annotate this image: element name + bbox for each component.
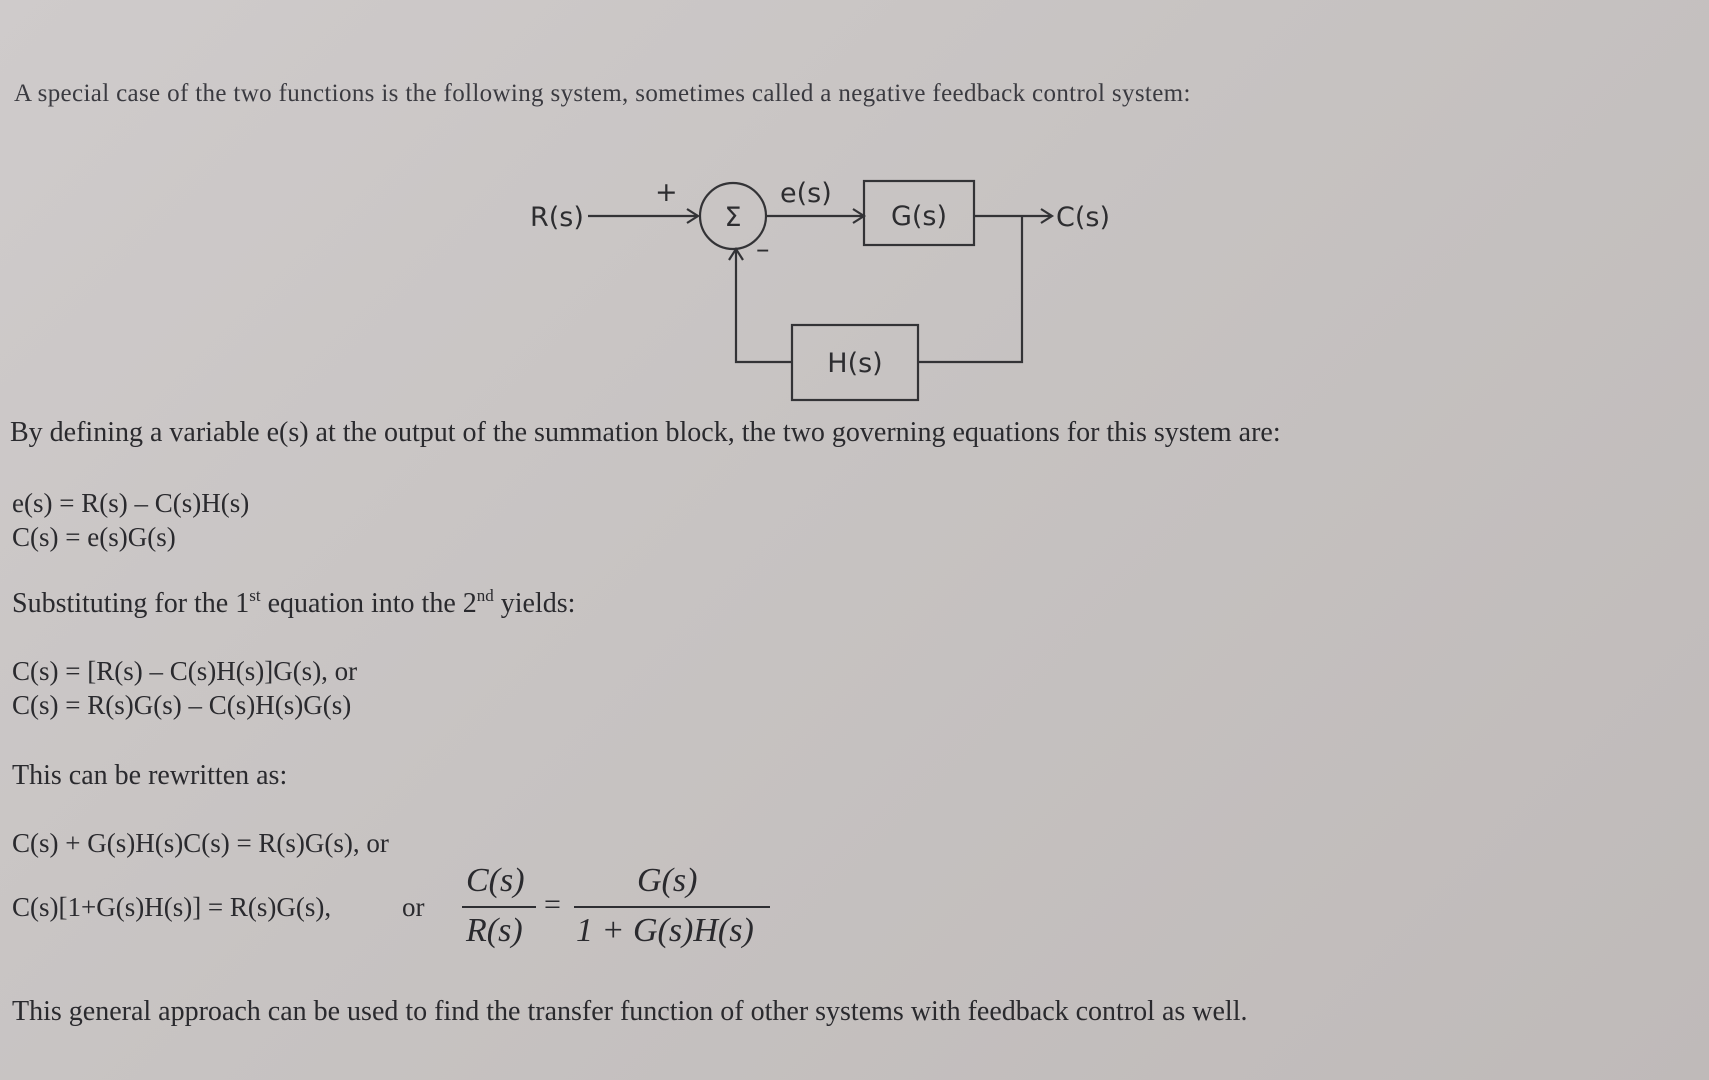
- rewritten-or-connector: or: [402, 892, 425, 922]
- forward-block-label: G(s): [890, 201, 948, 232]
- rhs-fraction-bar: [574, 906, 770, 908]
- substituted-equation-2: C(s) = R(s)G(s) – C(s)H(s)G(s): [12, 690, 352, 720]
- substituted-equation-1: C(s) = [R(s) – C(s)H(s)]G(s), or: [12, 656, 358, 686]
- substitution-text-part2: equation into the 2: [260, 588, 477, 619]
- substitution-paragraph: [12, 588, 575, 620]
- input-label: R(s): [530, 202, 584, 233]
- lhs-denominator: R(s): [466, 912, 523, 949]
- defining-paragraph: By defining a variable e(s) at the output of the summation block, the two governing equations for this system are:: [10, 417, 1281, 448]
- feedback-path-left: [736, 249, 792, 362]
- closing-paragraph: This general approach can be used to find the transfer function of other systems with feedback control as well.: [12, 996, 1248, 1027]
- feedback-path-right: [918, 216, 1022, 362]
- substitution-text-part1: Substituting for the 1: [12, 588, 250, 619]
- lhs-numerator: C(s): [466, 862, 525, 899]
- governing-equation-error: e(s) = R(s) – C(s)H(s): [12, 488, 250, 518]
- summing-symbol: Σ: [724, 202, 742, 233]
- feedback-block-label: H(s): [827, 348, 883, 379]
- plus-sign: +: [655, 177, 678, 208]
- output-label: C(s): [1056, 202, 1110, 233]
- ordinal-suffix-second: nd: [476, 586, 494, 605]
- transfer-function: [462, 858, 772, 958]
- feedback-block-diagram: [0, 0, 1709, 420]
- rhs-numerator: G(s): [637, 862, 698, 899]
- error-label: e(s): [780, 178, 832, 209]
- rewritten-equation-1: C(s) + G(s)H(s)C(s) = R(s)G(s), or: [12, 828, 389, 858]
- ordinal-suffix-first: st: [249, 586, 261, 605]
- governing-equation-output: C(s) = e(s)G(s): [12, 522, 176, 552]
- minus-sign: –: [756, 234, 770, 265]
- intro-paragraph: A special case of the two functions is the following system, sometimes called a negative feedback control system:: [14, 80, 1191, 107]
- substitution-text-part3: yields:: [493, 588, 576, 619]
- rhs-denominator: 1 + G(s)H(s): [576, 912, 754, 949]
- equals-sign: =: [544, 888, 561, 921]
- lhs-fraction-bar: [462, 906, 536, 908]
- rewritten-paragraph: This can be rewritten as:: [12, 760, 288, 791]
- rewritten-equation-2: C(s)[1+G(s)H(s)] = R(s)G(s),: [12, 892, 332, 922]
